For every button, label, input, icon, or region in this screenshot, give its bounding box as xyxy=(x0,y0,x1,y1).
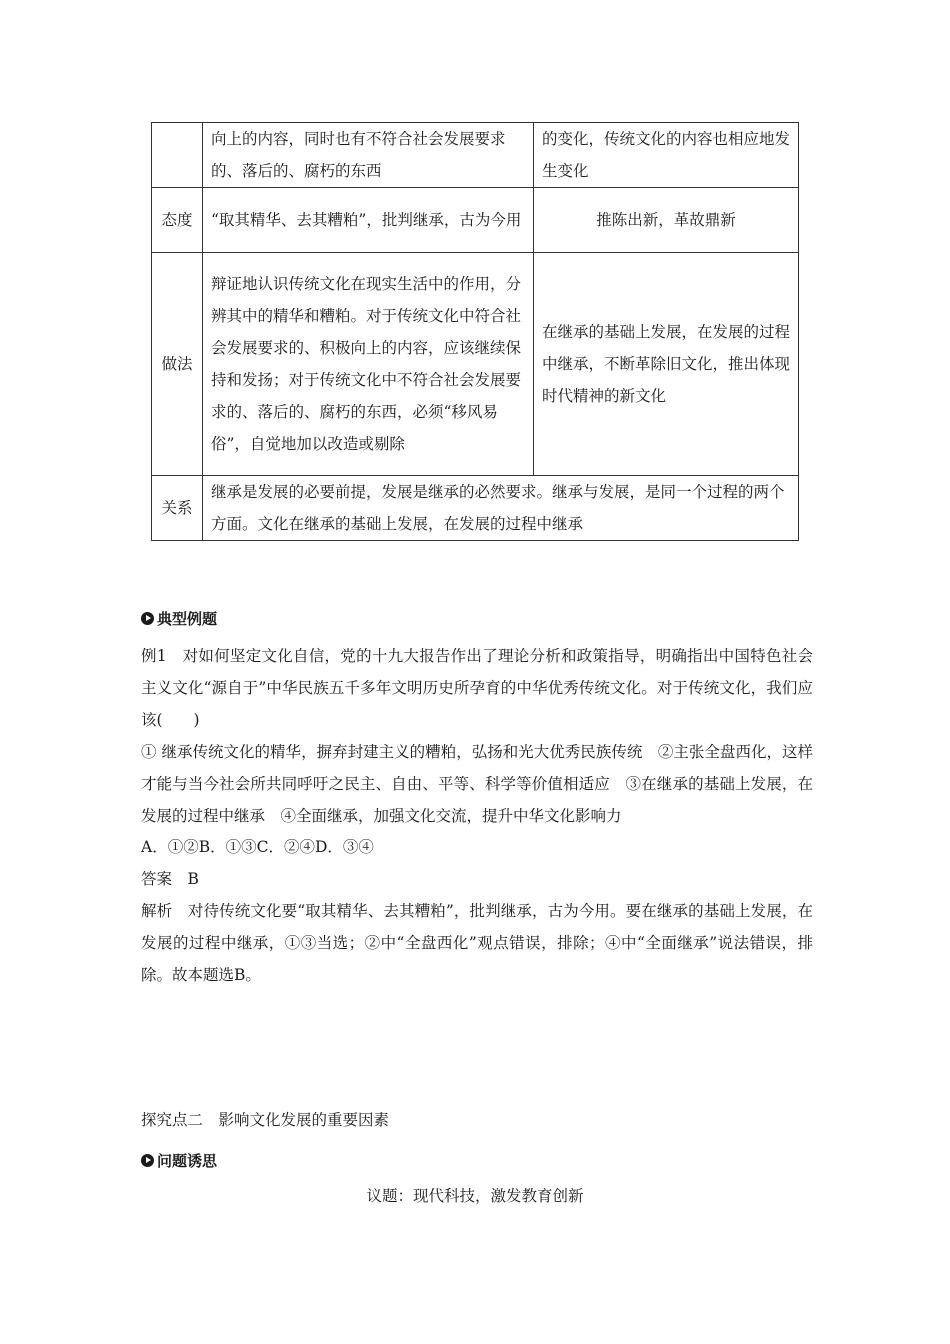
section-title: 典型例题 xyxy=(157,610,218,628)
play-circle-icon xyxy=(141,612,154,625)
table-cell: 在继承的基础上发展，在发展的过程中继承，不断革除旧文化，推出体现时代精神的新文化 xyxy=(534,253,799,476)
section-heading-examples xyxy=(141,608,217,629)
topic-line: 议题：现代科技，激发教育创新 xyxy=(366,1187,584,1205)
table-cell: 推陈出新，革故鼎新 xyxy=(534,188,799,253)
example-question: 例1 对如何坚定文化自信，党的十九大报告作出了理论分析和政策指导，明确指出中国特色社会主义文化“源自于”中华民族五千多年文明历史所孕育的中华优秀传统文化。对于传统文化，我们应该( ) xyxy=(141,647,813,729)
table-cell: 辩证地认识传统文化在现实生活中的作用，分辨其中的精华和糟粕。对于传统文化中符合社会发展要求的、积极向上的内容，应该继续保持和发扬；对于传统文化中不符合社会发展要求的、落后的、腐朽的东西，必须“移风易俗”，自觉地加以改造或剔除 xyxy=(203,253,534,476)
table-cell: “取其精华、去其糟粕”，批判继承，古为今用 xyxy=(203,188,534,253)
play-circle-icon xyxy=(141,1154,154,1167)
table-row xyxy=(152,188,799,253)
example-options: A．①②B．①③C．②④D．③④ xyxy=(141,838,374,856)
comparison-table xyxy=(151,122,799,541)
table-row xyxy=(152,476,799,541)
row-label xyxy=(152,123,203,188)
table-row xyxy=(152,123,799,188)
example-statements: ① 继承传统文化的精华，摒弃封建主义的糟粕，弘扬和光大优秀民族传统 ②主张全盘西化，这样才能与当今社会所共同呼吁之民主、自由、平等、科学等价值相适应 ③在继承的基础上发展，在发展的过程中继承 ④全面继承，加强文化交流，提升中华文化影响力 xyxy=(141,743,813,825)
row-label: 关系 xyxy=(152,476,203,541)
table-cell: 向上的内容，同时也有不符合社会发展要求的、落后的、腐朽的东西 xyxy=(203,123,534,188)
section-title: 问题诱思 xyxy=(157,1152,218,1170)
explore-title: 探究点二 影响文化发展的重要因素 xyxy=(141,1111,390,1129)
table-row xyxy=(152,253,799,476)
table-cell: 的变化，传统文化的内容也相应地发生变化 xyxy=(534,123,799,188)
row-label: 态度 xyxy=(152,188,203,253)
table-cell: 继承是发展的必要前提，发展是继承的必然要求。继承与发展，是同一个过程的两个方面。文化在继承的基础上发展，在发展的过程中继承 xyxy=(203,476,799,541)
row-label: 做法 xyxy=(152,253,203,476)
section-heading-questions xyxy=(141,1150,217,1171)
example-answer: 答案 B xyxy=(141,870,199,888)
example-analysis: 解析 对待传统文化要“取其精华、去其糟粕”，批判继承，古为今用。要在继承的基础上发展，在发展的过程中继承，①③当选；②中“全盘西化”观点错误，排除；④中“全面继承”说法错误，排除。故本题选B。 xyxy=(141,902,813,984)
